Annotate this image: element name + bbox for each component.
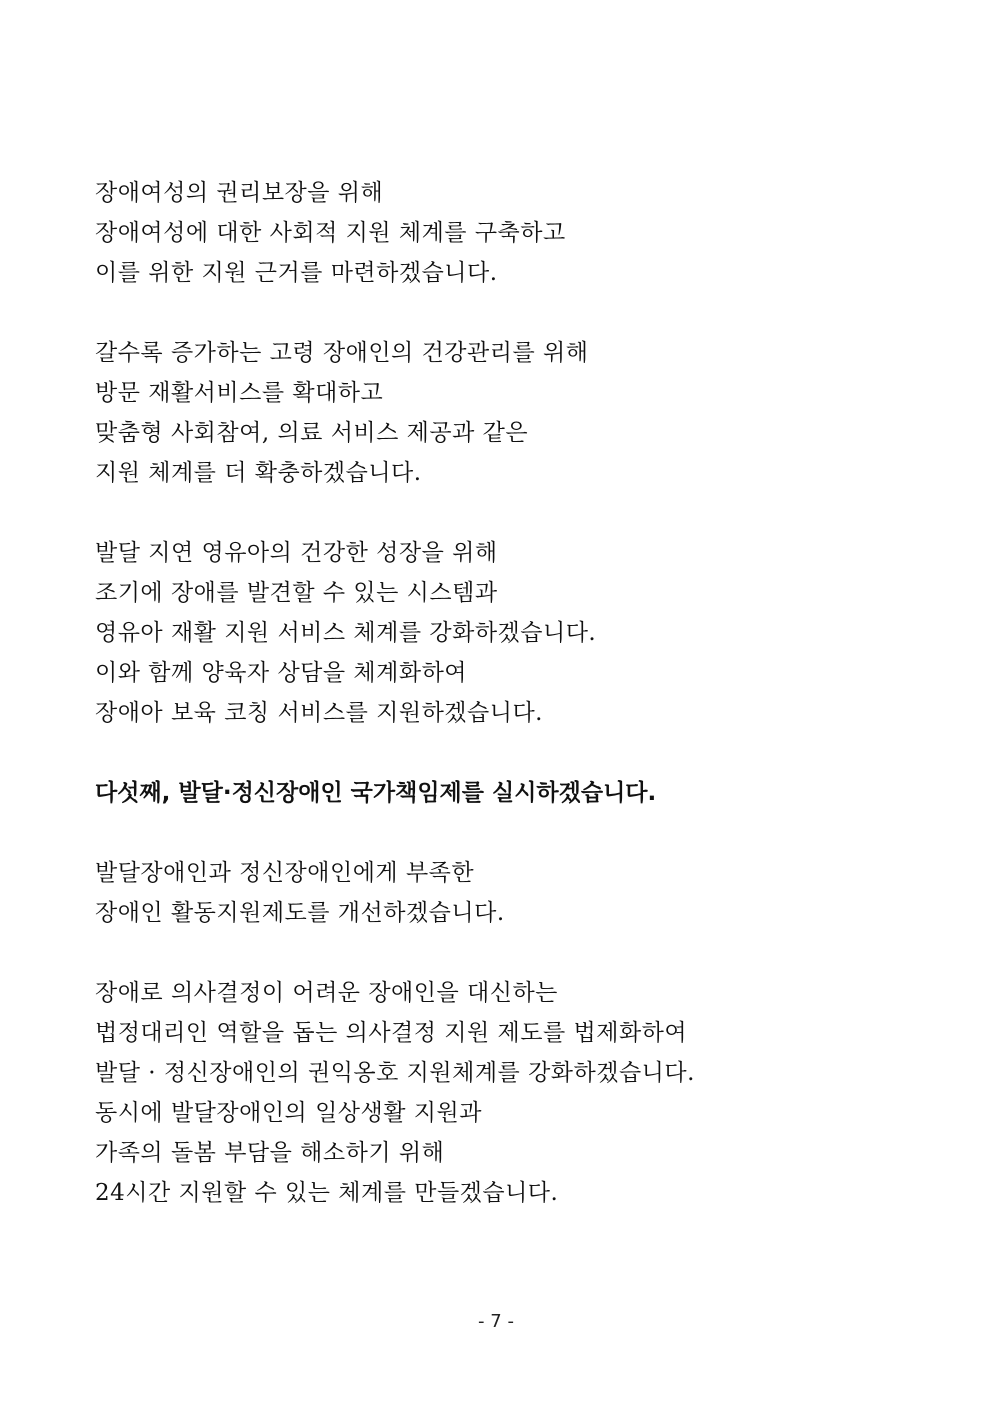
text-line: 이를 위한 지원 근거를 마련하겠습니다. — [95, 260, 498, 286]
text-line: 24시간 지원할 수 있는 체계를 만들겠습니다. — [95, 1180, 559, 1206]
text-line: 방문 재활서비스를 확대하고 — [95, 380, 384, 406]
paragraph-disabled-women — [95, 173, 895, 293]
text-line: 가족의 돌봄 부담을 해소하기 위해 — [95, 1140, 445, 1166]
paragraph-elderly-disabled — [95, 333, 895, 493]
heading-text: 다섯째, 발달·정신장애인 국가책임제를 실시하겠습니다. — [95, 780, 657, 806]
text-line: 장애로 의사결정이 어려운 장애인을 대신하는 — [95, 980, 558, 1006]
page-number: - 7 - — [478, 1311, 514, 1332]
section-heading-fifth — [95, 773, 895, 813]
paragraph-activity-support — [95, 853, 895, 933]
text-line: 발달 지연 영유아의 건강한 성장을 위해 — [95, 540, 498, 566]
text-line: 조기에 장애를 발견할 수 있는 시스템과 — [95, 580, 498, 606]
text-line: 장애아 보육 코칭 서비스를 지원하겠습니다. — [95, 700, 543, 726]
text-line: 장애여성의 권리보장을 위해 — [95, 180, 384, 206]
text-line: 영유아 재활 지원 서비스 체계를 강화하겠습니다. — [95, 620, 597, 646]
text-line: 발달 · 정신장애인의 권익옹호 지원체계를 강화하겠습니다. — [95, 1060, 695, 1086]
paragraph-decision-support — [95, 973, 895, 1213]
text-line: 동시에 발달장애인의 일상생활 지원과 — [95, 1100, 482, 1126]
text-line: 갈수록 증가하는 고령 장애인의 건강관리를 위해 — [95, 340, 589, 366]
text-line: 장애인 활동지원제도를 개선하겠습니다. — [95, 900, 505, 926]
text-line: 발달장애인과 정신장애인에게 부족한 — [95, 860, 475, 886]
text-line: 법정대리인 역할을 돕는 의사결정 지원 제도를 법제화하여 — [95, 1020, 688, 1046]
text-line: 지원 체계를 더 확충하겠습니다. — [95, 460, 422, 486]
text-line: 장애여성에 대한 사회적 지원 체계를 구축하고 — [95, 220, 566, 246]
document-body — [95, 173, 895, 1253]
paragraph-infant-development — [95, 533, 895, 733]
text-line: 맞춤형 사회참여, 의료 서비스 제공과 같은 — [95, 420, 529, 446]
text-line: 이와 함께 양육자 상담을 체계화하여 — [95, 660, 468, 686]
